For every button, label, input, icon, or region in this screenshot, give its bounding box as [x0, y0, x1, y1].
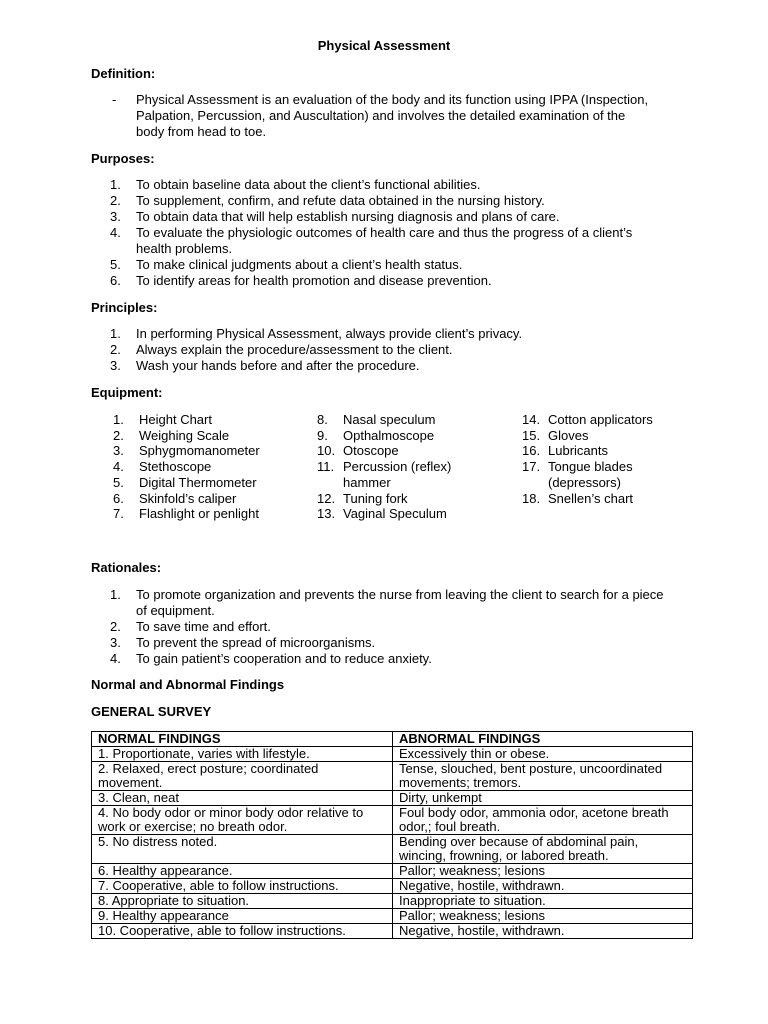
abnormal-cell: Bending over because of abdominal pain, wincing, frowning, or labored breath. — [393, 835, 693, 864]
table-row — [92, 864, 693, 879]
equipment-item: 4. Stethoscope — [113, 459, 212, 475]
normal-cell: 9. Healthy appearance — [92, 909, 393, 924]
table-row — [92, 835, 693, 864]
abnormal-cell: Excessively thin or obese. — [393, 747, 693, 762]
purposes-list — [110, 177, 670, 289]
abnormal-cell: Pallor; weakness; lesions — [393, 909, 693, 924]
table-row — [92, 909, 693, 924]
equipment-item: 16. Lubricants — [522, 443, 608, 459]
equipment-item: 14. Cotton applicators — [522, 412, 653, 427]
normal-cell: 6. Healthy appearance. — [92, 864, 393, 879]
definition-text: Physical Assessment is an evaluation of the body and its function using IPPA (Inspection, Palpation, Percussion, and Auscultation) and involves the detailed examination of the body from head to toe. — [136, 92, 649, 139]
equipment-column-1 — [113, 412, 303, 522]
equipment-item: 9. Opthalmoscope — [317, 427, 435, 443]
abnormal-cell: Foul body odor, ammonia odor, acetone breath odor,; foul breath. — [393, 806, 693, 835]
rationale-item: 2. To save time and effort. — [110, 619, 271, 634]
equipment-heading: Equipment: — [91, 385, 163, 400]
purpose-item: 4. To evaluate the physiologic outcomes of health care and thus the progress of a client’s health problems. — [110, 225, 633, 256]
normal-findings-header: NORMAL FINDINGS — [92, 732, 393, 747]
normal-cell: 8. Appropriate to situation. — [92, 894, 393, 909]
findings-heading: Normal and Abnormal Findings — [91, 677, 285, 692]
equipment-item: 8. Nasal speculum — [317, 412, 436, 427]
normal-cell: 10. Cooperative, able to follow instructions. — [92, 924, 393, 939]
abnormal-cell: Inappropriate to situation. — [393, 894, 693, 909]
equipment-item: 10. Otoscope — [317, 443, 399, 459]
purpose-item: 6. To identify areas for health promotion and disease prevention. — [110, 273, 492, 288]
rationale-item: 3. To prevent the spread of microorganisms. — [110, 635, 376, 650]
table-row — [92, 762, 693, 791]
principle-item: 3. Wash your hands before and after the procedure. — [110, 358, 420, 373]
normal-cell: 7. Cooperative, able to follow instructions. — [92, 879, 393, 894]
table-row — [92, 806, 693, 835]
normal-cell: 5. No distress noted. — [92, 835, 393, 864]
general-survey-heading: GENERAL SURVEY — [91, 704, 212, 719]
equipment-item: 7. Flashlight or penlight — [113, 506, 259, 522]
equipment-item: 18. Snellen’s chart — [522, 490, 634, 506]
principle-item: 2. Always explain the procedure/assessment to the client. — [110, 342, 453, 357]
definition-dash: - — [112, 92, 117, 107]
equipment-column-3 — [522, 412, 682, 506]
normal-cell: 1. Proportionate, varies with lifestyle. — [92, 747, 393, 762]
abnormal-cell: Dirty, unkempt — [393, 791, 693, 806]
general-survey-table — [91, 731, 693, 939]
equipment-item: 6. Skinfold’s caliper — [113, 490, 237, 506]
equipment-item: 12. Tuning fork — [317, 490, 408, 506]
table-row — [92, 894, 693, 909]
definition-heading: Definition: — [91, 66, 156, 81]
equipment-item: 5. Digital Thermometer — [113, 474, 257, 490]
principles-heading: Principles: — [91, 300, 158, 315]
purpose-item: 3. To obtain data that will help establish nursing diagnosis and plans of care. — [110, 209, 560, 224]
equipment-item: 15. Gloves — [522, 427, 589, 443]
normal-cell: 2. Relaxed, erect posture; coordinated movement. — [92, 762, 393, 791]
equipment-item: 3. Sphygmomanometer — [113, 443, 260, 459]
equipment-item: 11. Percussion (reflex) hammer — [317, 459, 452, 490]
abnormal-cell: Negative, hostile, withdrawn. — [393, 879, 693, 894]
abnormal-cell: Tense, slouched, bent posture, uncoordinated movements; tremors. — [393, 762, 693, 791]
equipment-item: 13. Vaginal Speculum — [317, 506, 447, 522]
equipment-item: 2. Weighing Scale — [113, 427, 230, 443]
rationales-heading: Rationales: — [91, 560, 162, 575]
table-row — [92, 791, 693, 806]
table-row — [92, 924, 693, 939]
abnormal-findings-header: ABNORMAL FINDINGS — [393, 732, 693, 747]
equipment-item: 1. Height Chart — [113, 412, 212, 427]
rationale-item: 1. To promote organization and prevents the nurse from leaving the client to search for a piece of equipment. — [110, 587, 664, 618]
equipment-column-2 — [317, 412, 477, 522]
abnormal-cell: Pallor; weakness; lesions — [393, 864, 693, 879]
purposes-heading: Purposes: — [91, 151, 155, 166]
purpose-item: 5. To make clinical judgments about a client’s health status. — [110, 257, 463, 272]
normal-cell: 3. Clean, neat — [92, 791, 393, 806]
normal-cell: 4. No body odor or minor body odor relative to work or exercise; no breath odor. — [92, 806, 393, 835]
principles-list — [110, 326, 670, 374]
equipment-item: 17. Tongue blades (depressors) — [522, 459, 633, 490]
table-row — [92, 747, 693, 762]
rationale-item: 4. To gain patient’s cooperation and to reduce anxiety. — [110, 651, 432, 666]
abnormal-cell: Negative, hostile, withdrawn. — [393, 924, 693, 939]
table-header-row — [92, 732, 693, 747]
table-row — [92, 879, 693, 894]
purpose-item: 1. To obtain baseline data about the client’s functional abilities. — [110, 177, 481, 192]
principle-item: 1. In performing Physical Assessment, always provide client’s privacy. — [110, 326, 523, 341]
document-title: Physical Assessment — [317, 38, 451, 53]
rationales-list — [110, 587, 670, 667]
purpose-item: 2. To supplement, confirm, and refute data obtained in the nursing history. — [110, 193, 545, 208]
